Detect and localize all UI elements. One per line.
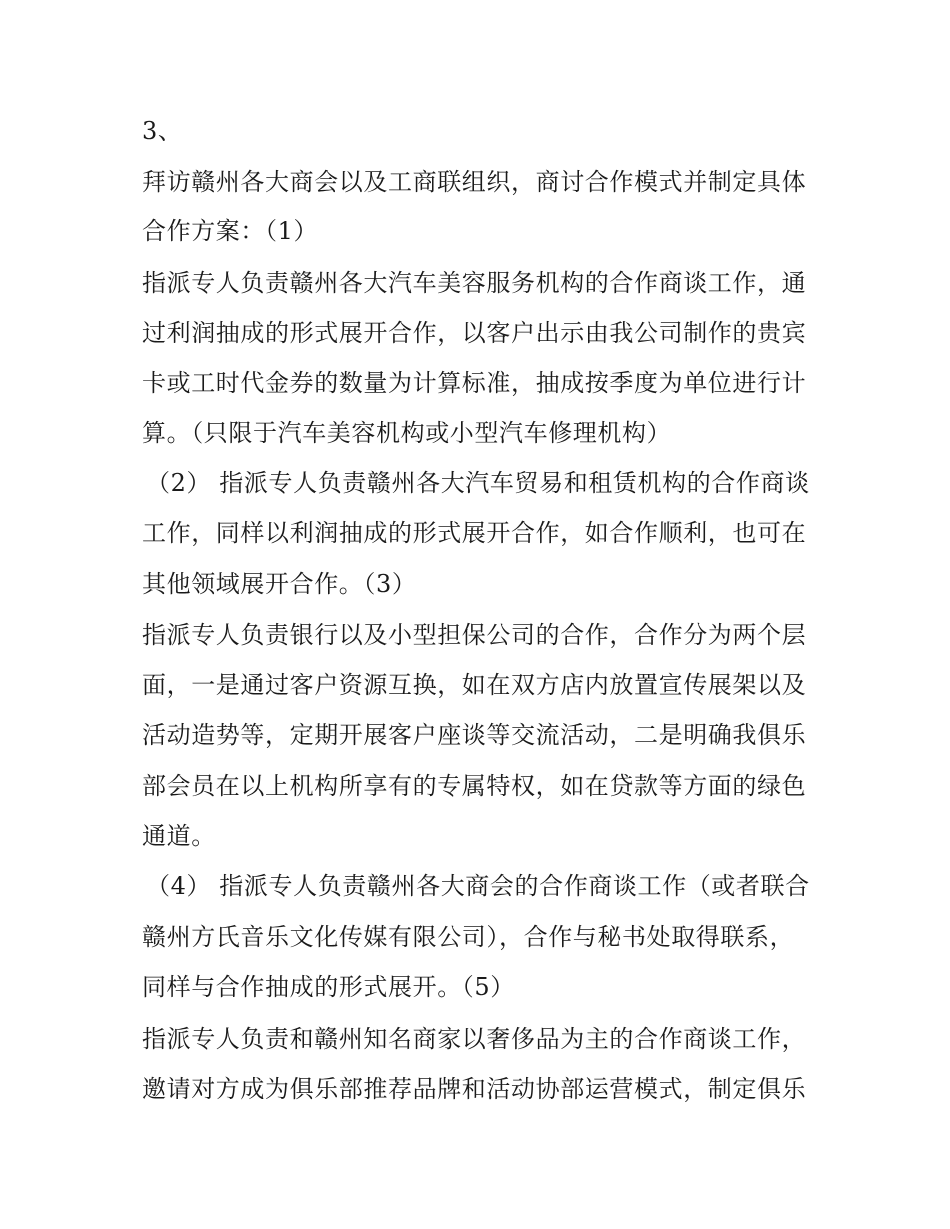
text-line: 活动造势等，定期开展客户座谈等交流活动，二是明确我俱乐 [142, 721, 807, 749]
text-line: （4） 指派专人负责赣州各大商会的合作商谈工作（或者联合 [146, 872, 810, 900]
text-line: （2） 指派专人负责赣州各大汽车贸易和租赁机构的合作商谈 [146, 469, 810, 497]
text-line: 同样与合作抽成的形式展开。（5） [142, 973, 515, 1001]
text-line: 面，一是通过客户资源互换，如在双方店内放置宣传展架以及 [142, 671, 807, 699]
text-line: 指派专人负责银行以及小型担保公司的合作，合作分为两个层 [142, 621, 807, 649]
text-line: 算。（只限于汽车美容机构或小型汽车修理机构） [142, 419, 672, 447]
text-line: 过利润抽成的形式展开合作，以客户出示由我公司制作的贵宾 [142, 319, 807, 347]
text-line: 卡或工时代金券的数量为计算标准，抽成按季度为单位进行计 [142, 369, 807, 397]
text-line: 部会员在以上机构所享有的专属特权，如在贷款等方面的绿色 [142, 772, 807, 800]
text-line: 工作，同样以利润抽成的形式展开合作，如合作顺利，也可在 [142, 519, 807, 547]
text-line: 赣州方氏音乐文化传媒有限公司），合作与秘书处取得联系， [142, 923, 795, 951]
text-line: 通道。 [142, 822, 216, 850]
text-line: 邀请对方成为俱乐部推荐品牌和活动协部运营模式，制定俱乐 [142, 1075, 807, 1103]
text-line: 拜访赣州各大商会以及工商联组织，商讨合作模式并制定具体 [142, 168, 807, 196]
text-line: 指派专人负责和赣州知名商家以奢侈品为主的合作商谈工作， [142, 1025, 807, 1053]
text-line: 合作方案：（1） [142, 217, 319, 245]
text-line: 指派专人负责赣州各大汽车美容服务机构的合作商谈工作，通 [142, 269, 807, 297]
text-line: 其他领域展开合作。（3） [142, 570, 417, 598]
section-number: 3、 [142, 117, 183, 145]
